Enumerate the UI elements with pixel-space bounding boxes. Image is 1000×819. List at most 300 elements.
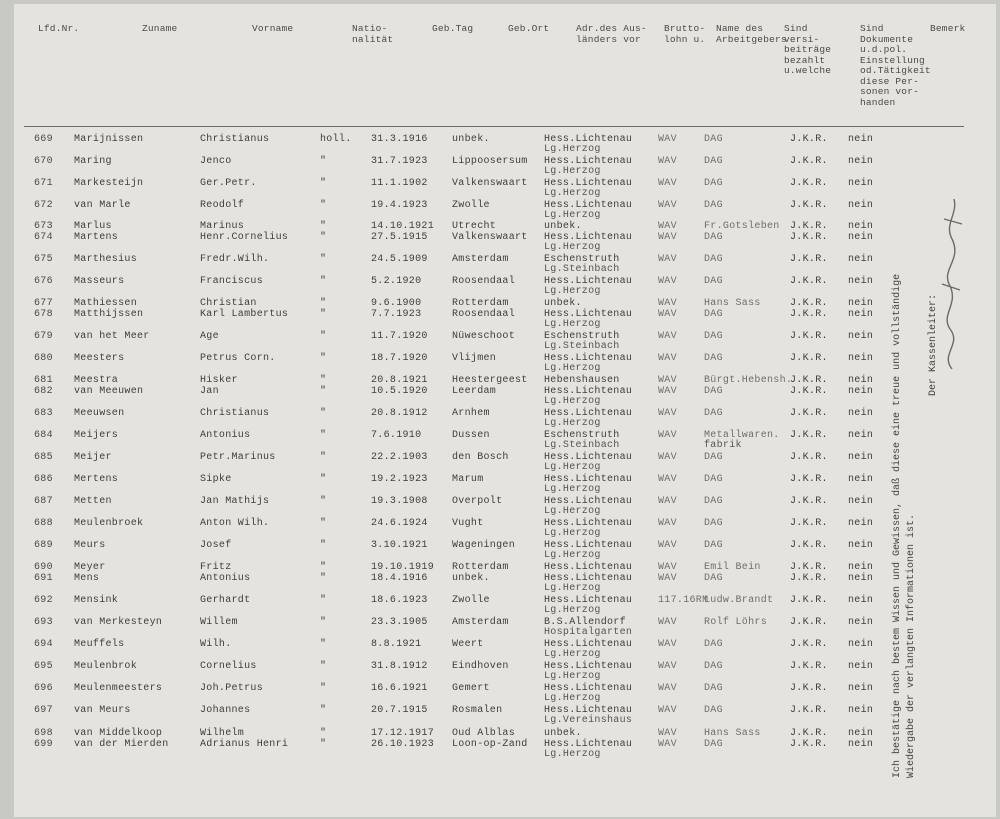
cell-nr: 691 [34, 573, 53, 584]
cell-name: Matthijssen [74, 309, 144, 320]
cell-nr: 699 [34, 739, 53, 750]
cell-nat: " [320, 452, 327, 463]
cell-geb: 24.5.1909 [371, 254, 428, 265]
cell-nr: 695 [34, 661, 53, 672]
cell-name: van het Meer [74, 331, 150, 342]
cell-adr: Hess.Lichtenau [544, 540, 633, 551]
cell-dok: nein [848, 309, 874, 320]
cell-ort: Valkenswaart [452, 178, 528, 189]
cell-nr: 681 [34, 375, 53, 386]
header-divider [24, 126, 964, 127]
cell-wav: WAV [658, 518, 677, 529]
cell-vers: J.K.R. [790, 540, 828, 551]
cell-ort: Zwolle [452, 595, 490, 606]
cell-wav: WAV [658, 474, 677, 485]
cell-adr-line2: Lg.Herzog [544, 166, 601, 177]
cell-adr-line2: Lg.Herzog [544, 484, 601, 495]
cell-ag: Ludw.Brandt [704, 595, 774, 606]
cell-wav: WAV [658, 386, 677, 397]
cell-geb: 19.2.1923 [371, 474, 428, 485]
cell-name: van Middelkoop [74, 728, 163, 739]
cell-nr: 694 [34, 639, 53, 650]
cell-nat: " [320, 254, 327, 265]
cell-nat: " [320, 298, 327, 309]
cell-adr-line2: Lg.Herzog [544, 144, 601, 155]
cell-vorname: Willem [200, 617, 238, 628]
cell-ort: Roosendaal [452, 276, 516, 287]
cell-dok: nein [848, 617, 874, 628]
cell-wav: WAV [658, 200, 677, 211]
cell-nr: 678 [34, 309, 53, 320]
cell-vers: J.K.R. [790, 573, 828, 584]
cell-vorname: Josef [200, 540, 232, 551]
cell-adr: Hess.Lichtenau [544, 496, 633, 507]
cell-adr: Hess.Lichtenau [544, 386, 633, 397]
cell-vorname: Wilh. [200, 639, 232, 650]
cell-wav: WAV [658, 562, 677, 573]
cell-adr-line2: Lg.Steinbach [544, 341, 620, 352]
cell-geb: 23.3.1905 [371, 617, 428, 628]
cell-dok: nein [848, 496, 874, 507]
cell-nat: " [320, 573, 327, 584]
cell-nr: 690 [34, 562, 53, 573]
cell-vorname: Sipke [200, 474, 232, 485]
cell-ort: Eindhoven [452, 661, 509, 672]
cell-dok: nein [848, 562, 874, 573]
cell-adr: Eschenstruth [544, 430, 620, 441]
cell-adr-line2: Lg.Herzog [544, 550, 601, 561]
cell-nat: " [320, 661, 327, 672]
cell-wav: WAV [658, 375, 677, 386]
cell-nat: " [320, 430, 327, 441]
cell-vers: J.K.R. [790, 728, 828, 739]
cell-dok: nein [848, 232, 874, 243]
document-sheet [14, 4, 996, 817]
cell-ag: DAG [704, 134, 723, 145]
cell-ort: Utrecht [452, 221, 497, 232]
cell-adr-line2: Lg.Herzog [544, 363, 601, 374]
cell-adr: Hebenshausen [544, 375, 620, 386]
cell-vers: J.K.R. [790, 739, 828, 750]
cell-vers: J.K.R. [790, 617, 828, 628]
cell-adr: Hess.Lichtenau [544, 309, 633, 320]
cell-dok: nein [848, 134, 874, 145]
cell-geb: 20.8.1912 [371, 408, 428, 419]
cell-adr: Hess.Lichtenau [544, 474, 633, 485]
cell-nr: 670 [34, 156, 53, 167]
cell-geb: 19.3.1908 [371, 496, 428, 507]
cell-ort: Gemert [452, 683, 490, 694]
cell-nr: 692 [34, 595, 53, 606]
cell-adr-line2: Lg.Herzog [544, 242, 601, 253]
cell-adr: Hess.Lichtenau [544, 276, 633, 287]
cell-nr: 696 [34, 683, 53, 694]
cell-adr: Hess.Lichtenau [544, 200, 633, 211]
cell-geb: 14.10.1921 [371, 221, 435, 232]
cell-vorname: Wilhelm [200, 728, 245, 739]
cell-vers: J.K.R. [790, 375, 828, 386]
cell-dok: nein [848, 430, 874, 441]
cell-vorname: Jan Mathijs [200, 496, 270, 507]
cell-wav: WAV [658, 408, 677, 419]
cell-adr: Hess.Lichtenau [544, 739, 633, 750]
cell-adr: Hess.Lichtenau [544, 661, 633, 672]
cell-nat: " [320, 331, 327, 342]
cell-ag: DAG [704, 408, 723, 419]
cell-geb: 31.7.1923 [371, 156, 428, 167]
cell-name: Meulenbrok [74, 661, 138, 672]
cell-ag: DAG [704, 518, 723, 529]
cell-name: Meuffels [74, 639, 125, 650]
cell-name: van Meeuwen [74, 386, 144, 397]
cell-nat: " [320, 386, 327, 397]
header-vorname: Vorname [252, 23, 294, 34]
cell-wav: WAV [658, 254, 677, 265]
cell-vorname: Antonius [200, 430, 251, 441]
cell-nat: " [320, 309, 327, 320]
cell-ag: DAG [704, 661, 723, 672]
cell-adr: Hess.Lichtenau [544, 639, 633, 650]
cell-name: Marijnissen [74, 134, 144, 145]
cell-name: Meulenmeesters [74, 683, 163, 694]
cell-vorname: Christianus [200, 408, 270, 419]
cell-ort: Weert [452, 639, 484, 650]
cell-geb: 20.8.1921 [371, 375, 428, 386]
cell-dok: nein [848, 221, 874, 232]
cell-ort: Zwolle [452, 200, 490, 211]
cell-vers: J.K.R. [790, 496, 828, 507]
cell-geb: 17.12.1917 [371, 728, 435, 739]
cell-wav: WAV [658, 298, 677, 309]
cell-ag: DAG [704, 540, 723, 551]
cell-vers: J.K.R. [790, 452, 828, 463]
cell-ort: Heestergeest [452, 375, 528, 386]
cell-adr-line2: Lg.Steinbach [544, 440, 620, 451]
cell-name: Masseurs [74, 276, 125, 287]
cell-nat: " [320, 518, 327, 529]
cell-name: Mensink [74, 595, 119, 606]
cell-ag: Bürgt.Hebensh. [704, 375, 793, 386]
cell-adr-line2: Lg.Herzog [544, 671, 601, 682]
cell-dok: nein [848, 540, 874, 551]
cell-vers: J.K.R. [790, 221, 828, 232]
cell-name: Mathiessen [74, 298, 138, 309]
cell-vers: J.K.R. [790, 683, 828, 694]
cell-vers: J.K.R. [790, 298, 828, 309]
cell-nr: 688 [34, 518, 53, 529]
cell-ag: DAG [704, 200, 723, 211]
cell-geb: 26.10.1923 [371, 739, 435, 750]
cell-vers: J.K.R. [790, 430, 828, 441]
cell-nat: " [320, 728, 327, 739]
cell-nr: 698 [34, 728, 53, 739]
cell-adr: Hess.Lichtenau [544, 178, 633, 189]
cell-adr: Hess.Lichtenau [544, 705, 633, 716]
cell-geb: 22.2.1903 [371, 452, 428, 463]
cell-dok: nein [848, 178, 874, 189]
cell-geb: 7.7.1923 [371, 309, 422, 320]
cell-wav: WAV [658, 705, 677, 716]
cell-geb: 11.7.1920 [371, 331, 428, 342]
cell-vorname: Antonius [200, 573, 251, 584]
cell-dok: nein [848, 331, 874, 342]
cell-vers: J.K.R. [790, 200, 828, 211]
header-geb-ort: Geb.Ort [508, 23, 550, 34]
cell-wav: WAV [658, 430, 677, 441]
cell-nr: 669 [34, 134, 53, 145]
cell-adr-line2: Lg.Herzog [544, 583, 601, 594]
cell-adr: unbek. [544, 728, 582, 739]
cell-nr: 689 [34, 540, 53, 551]
cell-vorname: Henr.Cornelius [200, 232, 289, 243]
cell-vorname: Hisker [200, 375, 238, 386]
cell-dok: nein [848, 573, 874, 584]
cell-adr-line2: Lg.Steinbach [544, 264, 620, 275]
cell-vers: J.K.R. [790, 331, 828, 342]
cell-ort: Amsterdam [452, 254, 509, 265]
cell-ort: Vught [452, 518, 484, 529]
cell-vorname: Franciscus [200, 276, 264, 287]
cell-ort: Vlijmen [452, 353, 497, 364]
cell-ag: DAG [704, 573, 723, 584]
cell-adr: Hess.Lichtenau [544, 156, 633, 167]
cell-ort: Valkenswaart [452, 232, 528, 243]
cell-nat: " [320, 705, 327, 716]
header-lfd-nr: Lfd.Nr. [38, 23, 80, 34]
cell-name: Meeuwsen [74, 408, 125, 419]
cell-vorname: Cornelius [200, 661, 257, 672]
cell-wav: WAV [658, 232, 677, 243]
cell-dok: nein [848, 156, 874, 167]
cell-vers: J.K.R. [790, 562, 828, 573]
cell-vers: J.K.R. [790, 595, 828, 606]
cell-name: van der Mierden [74, 739, 169, 750]
cell-name: Metten [74, 496, 112, 507]
cell-geb: 19.10.1919 [371, 562, 435, 573]
cell-nr: 675 [34, 254, 53, 265]
header-versicherung: Sind versi- beiträge bezahlt u.welche [784, 23, 832, 76]
cell-vers: J.K.R. [790, 254, 828, 265]
header-dokumente: Sind Dokumente u.d.pol. Einstellung od.Tätigkeit diese Per- sonen vor- handen [860, 23, 931, 108]
cell-nat: " [320, 156, 327, 167]
cell-vorname: Christianus [200, 134, 270, 145]
cell-vorname: Reodolf [200, 200, 245, 211]
cell-dok: nein [848, 298, 874, 309]
cell-adr: Hess.Lichtenau [544, 562, 633, 573]
cell-geb: 24.6.1924 [371, 518, 428, 529]
cell-ag: DAG [704, 683, 723, 694]
cell-ort: den Bosch [452, 452, 509, 463]
confirmation-line-2: Wiedergabe der verlangten Informationen ist. [906, 513, 917, 778]
cell-geb: 31.3.1916 [371, 134, 428, 145]
cell-geb: 18.7.1920 [371, 353, 428, 364]
cell-adr: Hess.Lichtenau [544, 134, 633, 145]
cell-wav: WAV [658, 728, 677, 739]
cell-nr: 683 [34, 408, 53, 419]
cell-nr: 687 [34, 496, 53, 507]
cell-wav: WAV [658, 134, 677, 145]
cell-dok: nein [848, 353, 874, 364]
cell-nr: 693 [34, 617, 53, 628]
cell-name: Meurs [74, 540, 106, 551]
cell-nr: 672 [34, 200, 53, 211]
cashier-label: Der Kassenleiter: [928, 293, 939, 396]
cell-name: Meulenbroek [74, 518, 144, 529]
cell-dok: nein [848, 408, 874, 419]
cell-dok: nein [848, 254, 874, 265]
cell-ort: Roosendaal [452, 309, 516, 320]
cell-nat: " [320, 617, 327, 628]
cell-ag: DAG [704, 353, 723, 364]
cell-nat: " [320, 474, 327, 485]
cell-adr: Hess.Lichtenau [544, 353, 633, 364]
cell-dok: nein [848, 661, 874, 672]
cell-name: van Marle [74, 200, 131, 211]
cell-ort: Overpolt [452, 496, 503, 507]
cell-dok: nein [848, 474, 874, 485]
cell-nat: " [320, 562, 327, 573]
cell-nr: 679 [34, 331, 53, 342]
cell-adr-line2: Lg.Herzog [544, 210, 601, 221]
cell-wav: WAV [658, 661, 677, 672]
cell-name: Mens [74, 573, 100, 584]
cell-geb: 10.5.1920 [371, 386, 428, 397]
cell-nr: 677 [34, 298, 53, 309]
cell-wav: WAV [658, 683, 677, 694]
cell-ag: DAG [704, 639, 723, 650]
cell-vers: J.K.R. [790, 386, 828, 397]
cell-nr: 673 [34, 221, 53, 232]
cell-ag: Metallwaren. [704, 430, 780, 441]
cell-nr: 684 [34, 430, 53, 441]
header-nationalitaet: Natio- nalität [352, 23, 394, 45]
cell-vorname: Adrianus Henri [200, 739, 289, 750]
cell-geb: 7.6.1910 [371, 430, 422, 441]
signature-mark [932, 164, 972, 384]
cell-wav: WAV [658, 331, 677, 342]
cell-nat: " [320, 353, 327, 364]
cell-ort: Marum [452, 474, 484, 485]
cell-ort: Rotterdam [452, 298, 509, 309]
cell-vers: J.K.R. [790, 156, 828, 167]
cell-ort: unbek. [452, 134, 490, 145]
cell-adr-line2: Lg.Herzog [544, 319, 601, 330]
cell-geb: 18.4.1916 [371, 573, 428, 584]
cell-adr: unbek. [544, 221, 582, 232]
cell-nr: 697 [34, 705, 53, 716]
header-geb-tag: Geb.Tag [432, 23, 474, 34]
cell-wav: WAV [658, 639, 677, 650]
cell-nr: 676 [34, 276, 53, 287]
cell-name: Meijer [74, 452, 112, 463]
cell-vers: J.K.R. [790, 639, 828, 650]
header-arbeitgeber: Name des Arbeitgebers [716, 23, 787, 45]
cell-geb: 20.7.1915 [371, 705, 428, 716]
cell-nr: 686 [34, 474, 53, 485]
cell-adr: Eschenstruth [544, 331, 620, 342]
cell-geb: 19.4.1923 [371, 200, 428, 211]
header-bemerkung: Bemerk [930, 23, 966, 34]
cell-ag: Hans Sass [704, 298, 761, 309]
cell-dok: nein [848, 595, 874, 606]
cell-ag: Fr.Gotsleben [704, 221, 780, 232]
cell-ort: Lippoosersum [452, 156, 528, 167]
cell-nat: " [320, 595, 327, 606]
cell-wav: WAV [658, 739, 677, 750]
cell-ag: DAG [704, 739, 723, 750]
cell-adr: Hess.Lichtenau [544, 232, 633, 243]
header-adresse: Adr.des Aus- länders vor [576, 23, 647, 45]
cell-wav: WAV [658, 178, 677, 189]
cell-adr-line2: Lg.Herzog [544, 188, 601, 199]
cell-adr-line2: Hospitalgarten [544, 627, 633, 638]
cell-wav: WAV [658, 221, 677, 232]
cell-vorname: Johannes [200, 705, 251, 716]
cell-ort: Amsterdam [452, 617, 509, 628]
cell-nat: " [320, 408, 327, 419]
cell-wav: WAV [658, 573, 677, 584]
cell-vorname: Fritz [200, 562, 232, 573]
cell-geb: 8.8.1921 [371, 639, 422, 650]
cell-ort: Dussen [452, 430, 490, 441]
cell-adr: Hess.Lichtenau [544, 518, 633, 529]
cell-nr: 680 [34, 353, 53, 364]
cell-ag: DAG [704, 156, 723, 167]
cell-ag: Emil Bein [704, 562, 761, 573]
cell-vorname: Gerhardt [200, 595, 251, 606]
cell-dok: nein [848, 375, 874, 386]
cell-ort: Loon-op-Zand [452, 739, 528, 750]
cell-dok: nein [848, 276, 874, 287]
cell-ag: DAG [704, 386, 723, 397]
cell-nat: " [320, 639, 327, 650]
cell-nat: " [320, 200, 327, 211]
cell-ag: Rolf Löhrs [704, 617, 768, 628]
cell-name: Mertens [74, 474, 119, 485]
cell-name: Maring [74, 156, 112, 167]
cell-ag: DAG [704, 232, 723, 243]
cell-vorname: Fredr.Wilh. [200, 254, 270, 265]
cell-nat: " [320, 375, 327, 386]
cell-nat: " [320, 540, 327, 551]
confirmation-line-1: Ich bestätige nach bestem Wissen und Gewissen, daß diese eine treue und vollständige [892, 273, 903, 778]
cell-nr: 674 [34, 232, 53, 243]
cell-name: van Meurs [74, 705, 131, 716]
cell-ag-line2: fabrik [704, 440, 742, 451]
cell-vorname: Age [200, 331, 219, 342]
cell-vorname: Anton Wilh. [200, 518, 270, 529]
cell-vers: J.K.R. [790, 705, 828, 716]
header-zuname: Zuname [142, 23, 178, 34]
cell-dok: nein [848, 728, 874, 739]
cell-adr-line2: Lg.Herzog [544, 396, 601, 407]
cell-ort: Rotterdam [452, 562, 509, 573]
cell-dok: nein [848, 705, 874, 716]
cell-wav: WAV [658, 353, 677, 364]
cell-wav: WAV [658, 452, 677, 463]
cell-adr-line2: Lg.Herzog [544, 462, 601, 473]
cell-vers: J.K.R. [790, 474, 828, 485]
cell-geb: 5.2.1920 [371, 276, 422, 287]
cell-adr: Hess.Lichtenau [544, 452, 633, 463]
cell-nat: " [320, 232, 327, 243]
cell-vorname: Christian [200, 298, 257, 309]
cell-nat: " [320, 683, 327, 694]
cell-adr: Hess.Lichtenau [544, 573, 633, 584]
cell-ag: DAG [704, 474, 723, 485]
cell-adr-line2: Lg.Herzog [544, 286, 601, 297]
cell-adr: Hess.Lichtenau [544, 408, 633, 419]
